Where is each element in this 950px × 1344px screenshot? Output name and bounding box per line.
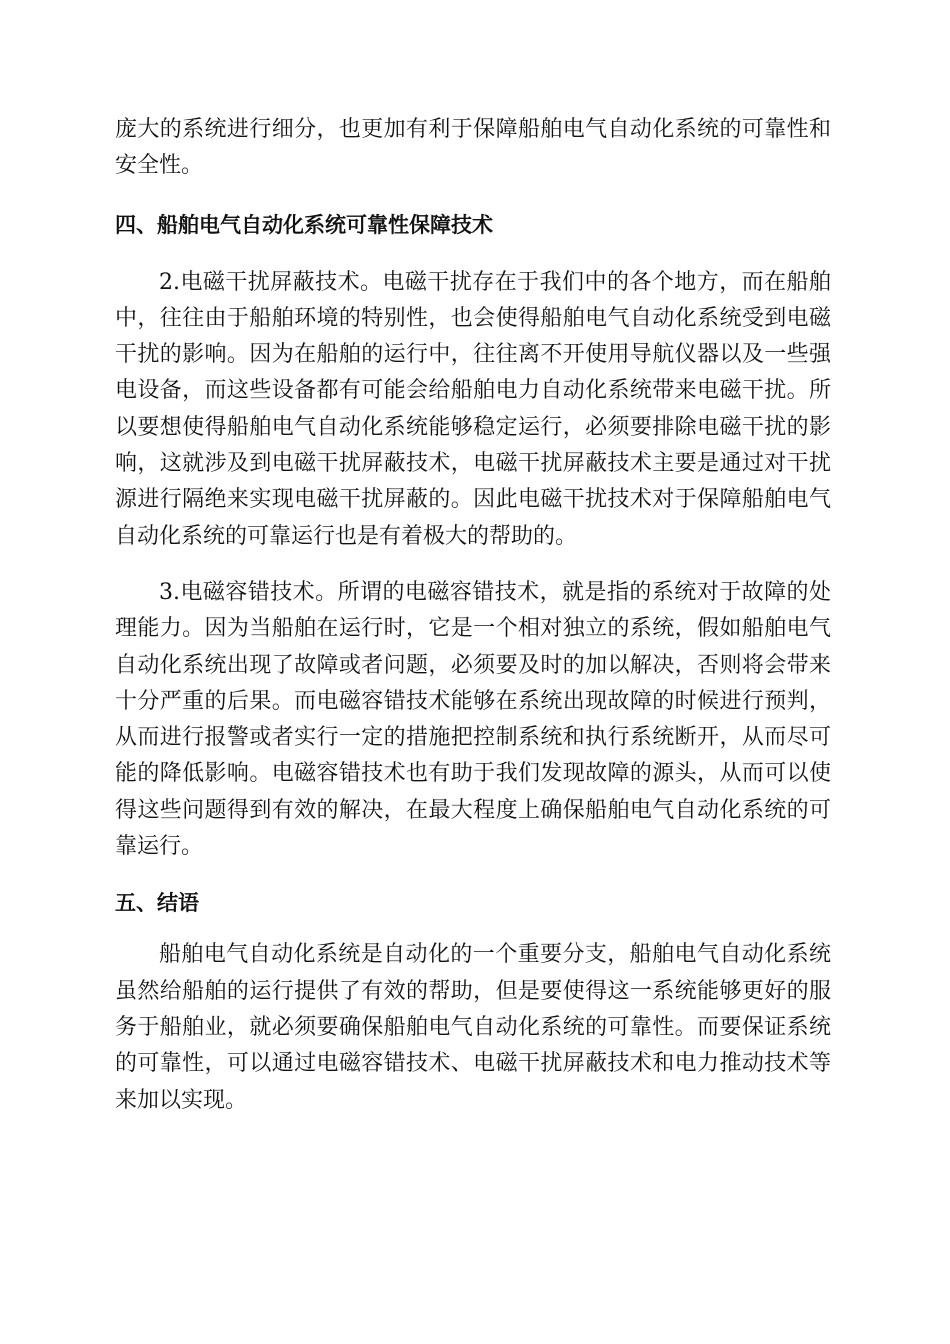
- intro-paragraph: 庞大的系统进行细分，也更加有利于保障船舶电气自动化系统的可靠性和安全性。: [115, 117, 831, 179]
- emi-shielding-paragraph: 2.电磁干扰屏蔽技术。电磁干扰存在于我们中的各个地方，而在船舶中，往往由于船舶环境的特别性，也会使得船舶电气自动化系统受到电磁干扰的影响。因为在船舶的运行中，往往离不开使用导航仪器以及一些强电设备，而这些设备都有可能会给船舶电力自动化系统带来电磁干扰。所以要想使得船舶电气自动化系统能够稳定运行，必须要排除电磁干扰的影响，这就涉及到电磁干扰屏蔽技术，电磁干扰屏蔽技术主要是通过对干扰源进行隔绝来实现电磁干扰屏蔽的。因此电磁干扰技术对于保障船舶电气自动化系统的可靠运行也是有着极大的帮助的。: [115, 269, 831, 549]
- fault-tolerance-paragraph: 3.电磁容错技术。所谓的电磁容错技术，就是指的系统对于故障的处理能力。因为当船舶在运行时，它是一个相对独立的系统，假如船舶电气自动化系统出现了故障或者问题，必须要及时的加以解决，否则将会带来十分严重的后果。而电磁容错技术能够在系统出现故障的时候进行预判，从而进行报警或者实行一定的措施把控制系统和执行系统断开，从而尽可能的降低影响。电磁容错技术也有助于我们发现故障的源头，从而可以使得这些问题得到有效的解决，在最大程度上确保船舶电气自动化系统的可靠运行。: [115, 579, 831, 860]
- section-4-heading: 四、船舶电气自动化系统可靠性保障技术: [115, 212, 493, 237]
- section-5-heading: 五、结语: [115, 891, 199, 916]
- document-page: [115, 112, 831, 1119]
- conclusion-paragraph: 船舶电气自动化系统是自动化的一个重要分支，船舶电气自动化系统虽然给船舶的运行提供了有效的帮助，但是要使得这一系统能够更好的服务于船舶业，就必须要确保船舶电气自动化系统的可靠性。而要保证系统的可靠性，可以通过电磁容错技术、电磁干扰屏蔽技术和电力推动技术等来加以实现。: [115, 942, 831, 1113]
